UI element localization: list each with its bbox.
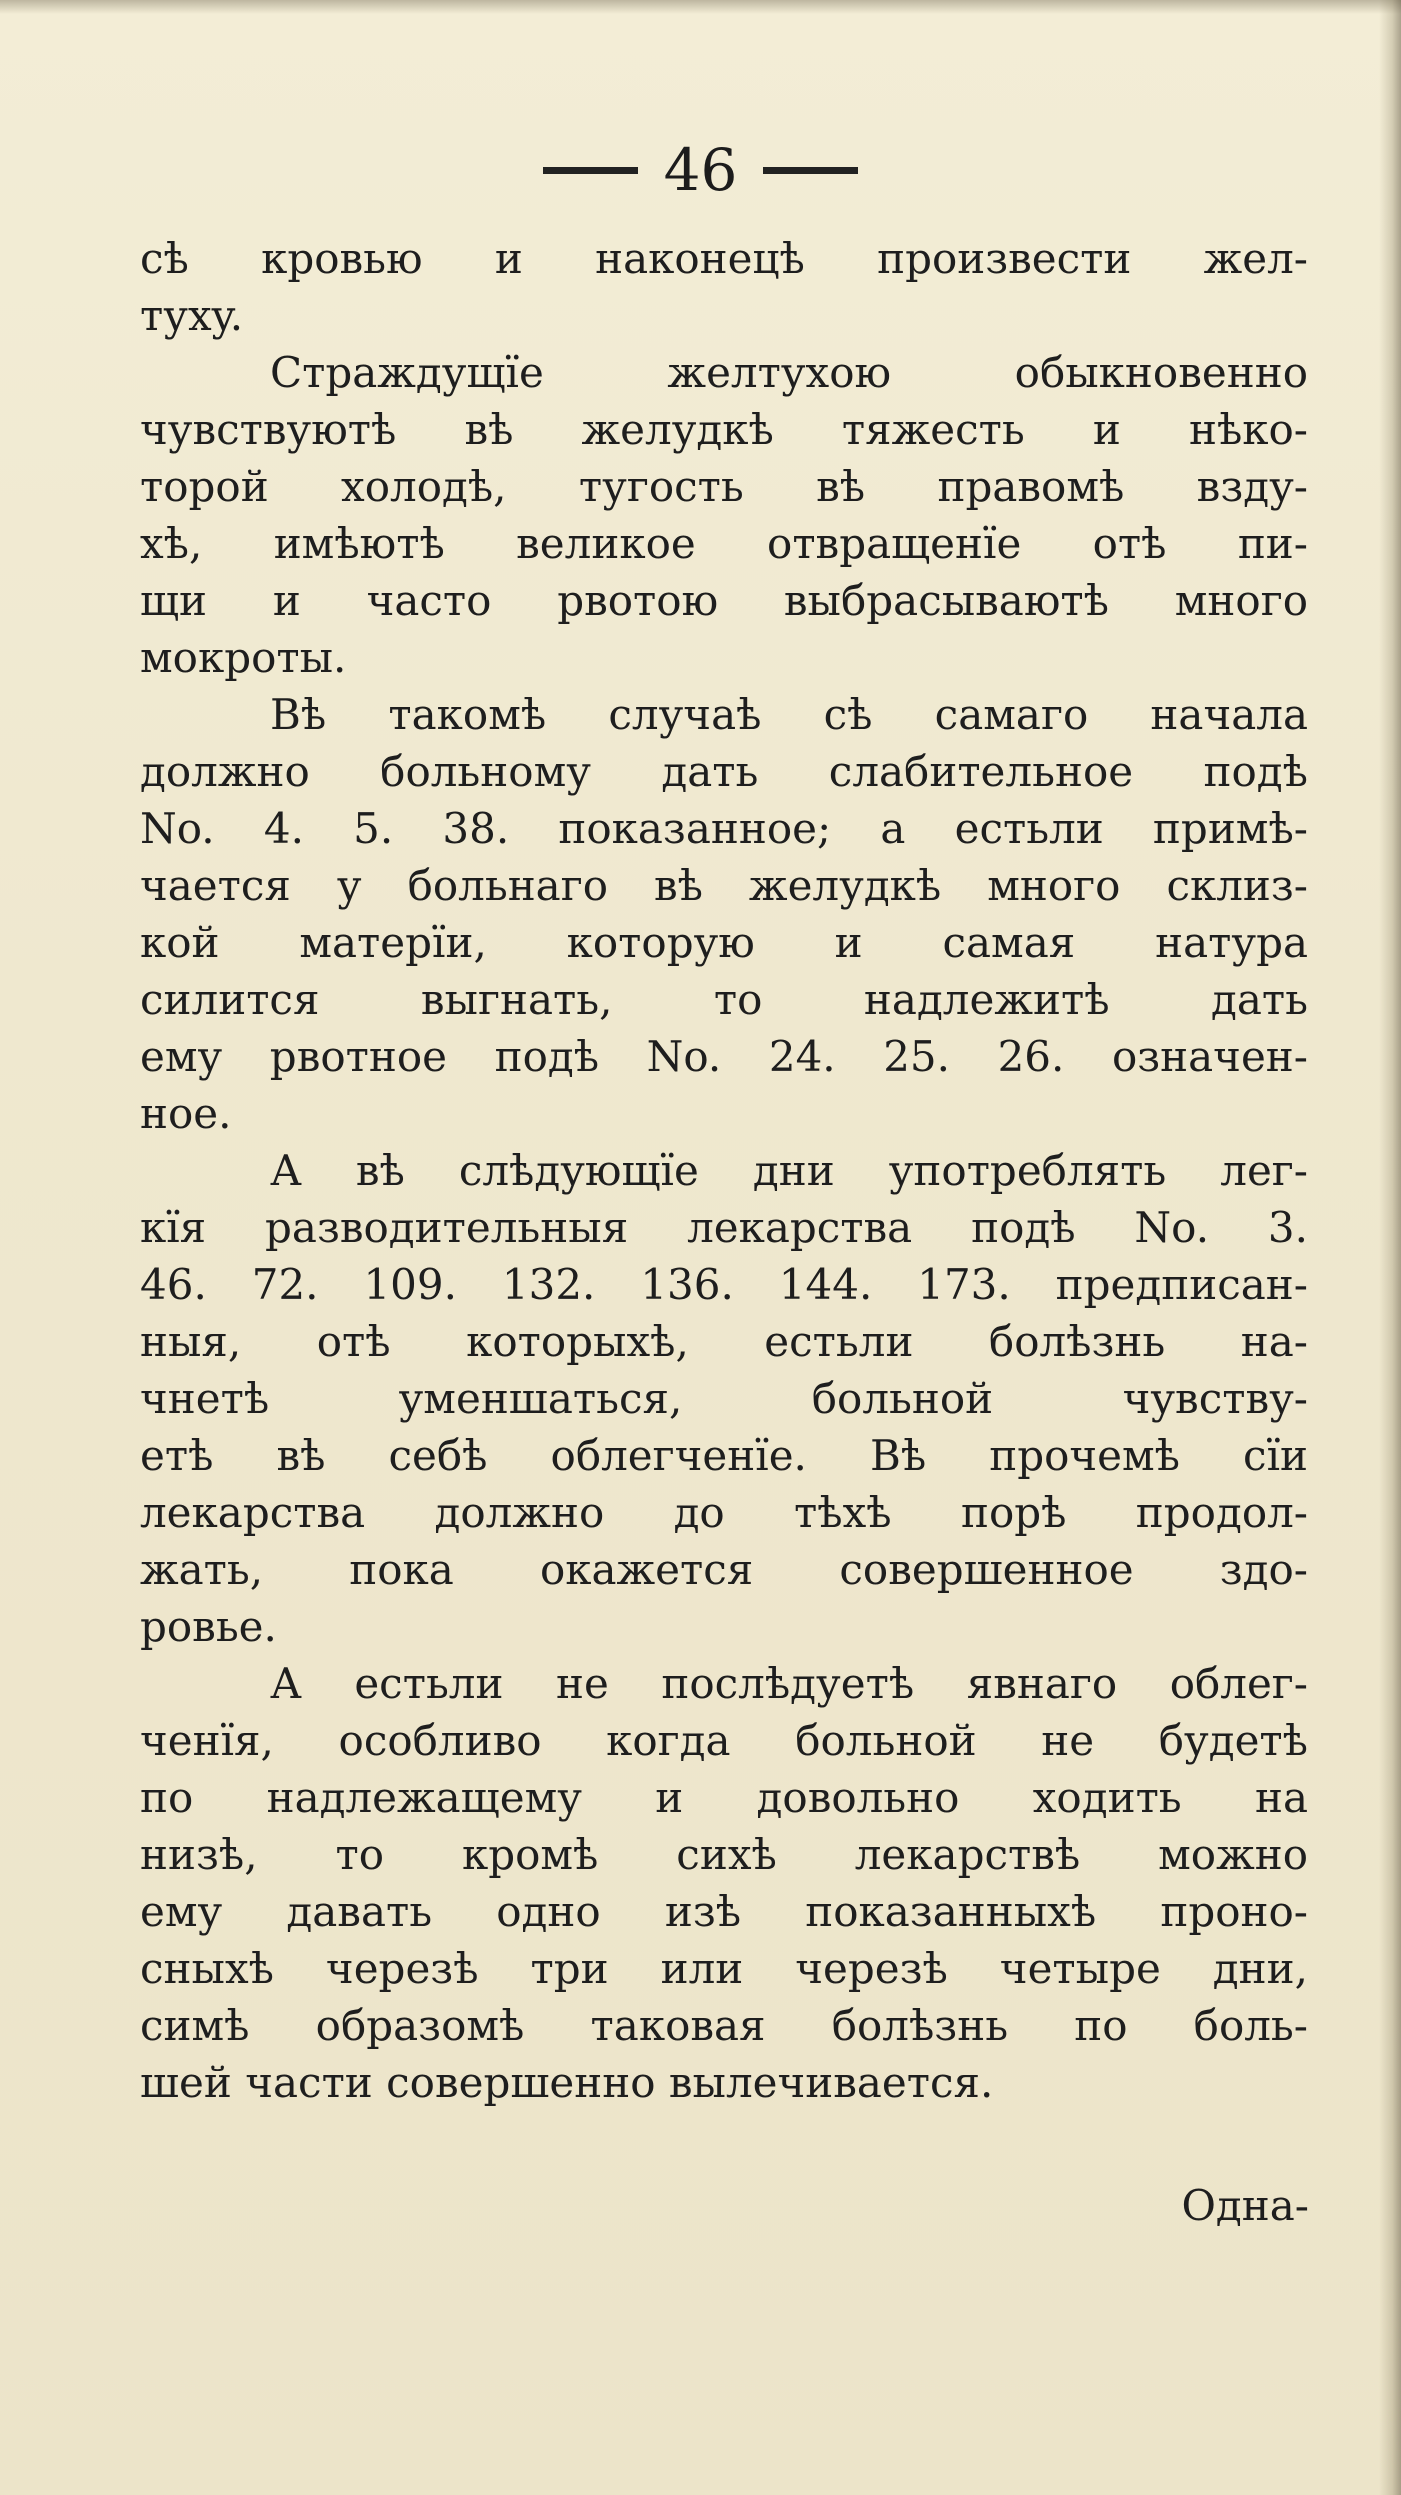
page-number: 46 bbox=[663, 136, 738, 204]
text-line: чается у больнаго вѣ желудкѣ много склиз- bbox=[140, 861, 1308, 910]
text-line: тухy. bbox=[140, 291, 244, 340]
text-line: жать, пока окажется совершенное здо- bbox=[140, 1545, 1308, 1594]
text-line: А естьли не послѣдуетѣ явнаго облег- bbox=[270, 1659, 1308, 1708]
page-top-shadow bbox=[0, 0, 1401, 14]
text-line: хѣ, имѣютѣ великое отвращенїе отѣ пи- bbox=[140, 519, 1308, 568]
text-line: ныя, отѣ которыхѣ, естьли болѣзнь на- bbox=[140, 1317, 1308, 1366]
text-line: торой холодѣ, тугость вѣ правомѣ взду- bbox=[140, 462, 1308, 511]
text-line: 46. 72. 109. 132. 136. 144. 173. предписан- bbox=[140, 1260, 1308, 1309]
text-line: мокроты. bbox=[140, 633, 347, 682]
catchword: Одна- bbox=[1181, 2181, 1309, 2230]
body-text bbox=[140, 230, 1308, 2111]
header-rule-left bbox=[543, 167, 638, 174]
text-line: Страждущїе желтухою обыкновенно bbox=[270, 348, 1308, 397]
text-line: етѣ вѣ себѣ облегченїе. Вѣ прочемѣ сїи bbox=[140, 1431, 1308, 1480]
header-rule-right bbox=[763, 167, 858, 174]
text-line: симѣ образомѣ таковая болѣзнь по боль- bbox=[140, 2001, 1308, 2050]
text-line: чнетѣ уменшаться, больной чувству- bbox=[140, 1374, 1308, 1423]
text-line: кой матерїи, которую и самая натура bbox=[140, 918, 1308, 967]
text-line: лекарства должно до тѣхѣ порѣ продол- bbox=[140, 1488, 1308, 1537]
text-line: No. 4. 5. 38. показанное; а естьли примѣ- bbox=[140, 804, 1308, 853]
text-line: щи и часто рвотою выбрасываютѣ много bbox=[140, 576, 1308, 625]
text-line: низѣ, то кромѣ сихѣ лекарствѣ можно bbox=[140, 1830, 1308, 1879]
page-edge-shadow bbox=[1379, 0, 1401, 2495]
text-line: должно больному дать слабительное подѣ bbox=[140, 747, 1308, 796]
text-line: ровье. bbox=[140, 1602, 277, 1651]
text-line: шей части совершенно вылечивается. bbox=[140, 2058, 994, 2107]
text-line: по надлежащему и довольно ходить на bbox=[140, 1773, 1308, 1822]
text-line: ченїя, особливо когда больной не будетѣ bbox=[140, 1716, 1308, 1765]
text-line: Вѣ такомѣ случаѣ сѣ самаго начала bbox=[270, 690, 1308, 739]
text-line: ему рвотное подѣ No. 24. 25. 26. означен- bbox=[140, 1032, 1308, 1081]
text-line: сныхѣ черезѣ три или черезѣ четыре дни, bbox=[140, 1944, 1308, 1993]
text-line: кїя разводительныя лекарства подѣ No. 3. bbox=[140, 1203, 1308, 1252]
text-line: А вѣ слѣдующїе дни употреблять лег- bbox=[270, 1146, 1308, 1195]
page-header bbox=[0, 130, 1401, 210]
text-line: ему давать одно изѣ показанныхѣ проно- bbox=[140, 1887, 1308, 1936]
text-line: силится выгнать, то надлежитѣ дать bbox=[140, 975, 1308, 1024]
text-line: сѣ кровью и наконецѣ произвести жел- bbox=[140, 234, 1308, 283]
text-line: чувствуютѣ вѣ желудкѣ тяжесть и нѣко- bbox=[140, 405, 1308, 454]
text-line: ное. bbox=[140, 1089, 232, 1138]
